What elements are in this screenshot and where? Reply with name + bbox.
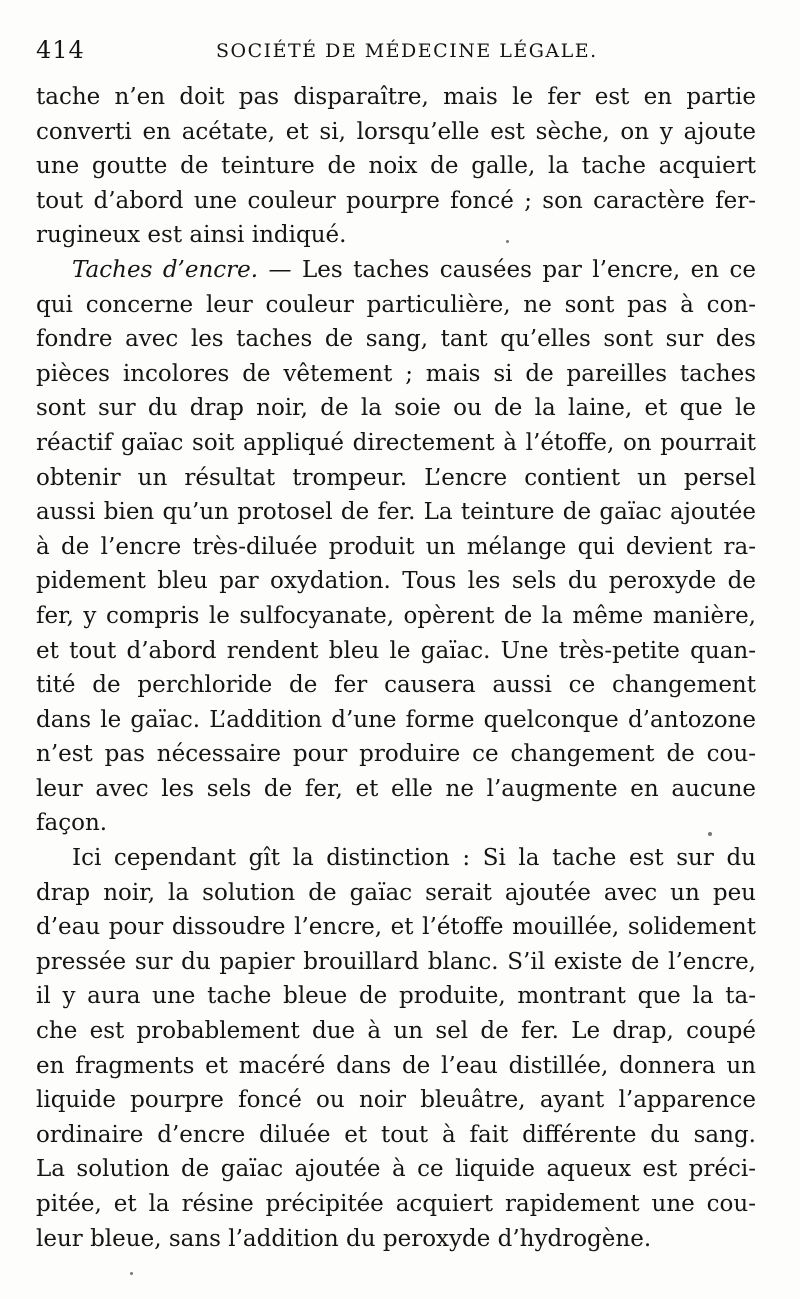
text-line: obtenir un résultat trompeur. L’encre contient un persel: [36, 464, 756, 491]
text-line: il y aura une tache bleue de produite, montrant que la ta-: [36, 983, 756, 1010]
paper-speck: [708, 832, 712, 836]
text-line: tache n’en doit pas disparaître, mais le fer est en partie: [36, 84, 756, 110]
text-line: pièces incolores de vêtement ; mais si de pareilles taches: [36, 360, 756, 387]
text-line: façon.: [36, 810, 108, 837]
text-line: liquide pourpre foncé ou noir bleuâtre, ayant l’apparence: [36, 1087, 756, 1114]
text-line: La solution de gaïac ajoutée à ce liquide aqueux est préci-: [36, 1156, 756, 1183]
text-line: réactif gaïac soit appliqué directement à l’étoffe, on pourrait: [36, 429, 756, 456]
text-line: leur avec les sels de fer, et elle ne l’augmente en aucune: [36, 775, 756, 802]
text-line: aussi bien qu’un protosel de fer. La teinture de gaïac ajoutée: [36, 499, 756, 526]
page-number: 414: [36, 36, 85, 64]
text-line: converti en acétate, et si, lorsqu’elle est sèche, on y ajoute: [36, 118, 756, 145]
text-line: sont sur du drap noir, de la soie ou de la laine, et que le: [36, 395, 756, 422]
text-line: une goutte de teinture de noix de galle, la tache acquiert: [36, 153, 756, 180]
text-line: et tout d’abord rendent bleu le gaïac. Une très-petite quan-: [36, 637, 756, 664]
text-line: leur bleue, sans l’addition du peroxyde d’hydrogène.: [36, 1225, 652, 1252]
text-line: tout d’abord une couleur pourpre foncé ; son caractère fer-: [36, 187, 756, 214]
paper-speck: [506, 240, 509, 243]
text-line: ordinaire d’encre diluée et tout à fait différente du sang.: [36, 1121, 756, 1148]
text-line: qui concerne leur couleur particulière, ne sont pas à con-: [36, 291, 756, 318]
text-line: pitée, et la résine précipitée acquiert rapidement une cou-: [36, 1191, 756, 1217]
text-line: pidement bleu par oxydation. Tous les sels du peroxyde de: [36, 568, 756, 595]
text-line: pressée sur du papier brouillard blanc. S’il existe de l’encre,: [36, 948, 756, 975]
text-line: drap noir, la solution de gaïac serait ajoutée avec un peu: [36, 879, 756, 906]
text-line: rugineux est ainsi indiqué.: [36, 222, 347, 249]
text-line: fondre avec les taches de sang, tant qu’elles sont sur des: [36, 326, 756, 353]
body-text: [36, 80, 756, 1256]
text-line: che est probablement due à un sel de fer. Le drap, coupé: [36, 1018, 756, 1045]
text-line: en fragments et macéré dans de l’eau distillée, donnera un: [36, 1052, 756, 1079]
page-header: [36, 36, 756, 76]
text-line: dans le gaïac. L’addition d’une forme quelconque d’antozone: [36, 706, 756, 733]
section-first-line: Les taches causées par l’encre, en ce: [302, 256, 756, 283]
text-line: tité de perchloride de fer causera aussi ce changement: [36, 672, 756, 699]
text-line-section-start: [36, 253, 756, 288]
text-line: à de l’encre très-diluée produit un mélange qui devient ra-: [36, 533, 756, 560]
text-line: n’est pas nécessaire pour produire ce changement de cou-: [36, 741, 756, 768]
section-title: Taches d’encre. —: [72, 256, 292, 283]
text-line: fer, y compris le sulfocyanate, opèrent de la même manière,: [36, 602, 756, 629]
running-head: SOCIÉTÉ DE MÉDECINE LÉGALE.: [216, 40, 598, 62]
text-line: d’eau pour dissoudre l’encre, et l’étoffe mouillée, solidement: [36, 914, 756, 941]
text-line: Ici cependant gît la distinction : Si la tache est sur du: [72, 845, 756, 872]
paper-speck: [130, 1272, 133, 1275]
